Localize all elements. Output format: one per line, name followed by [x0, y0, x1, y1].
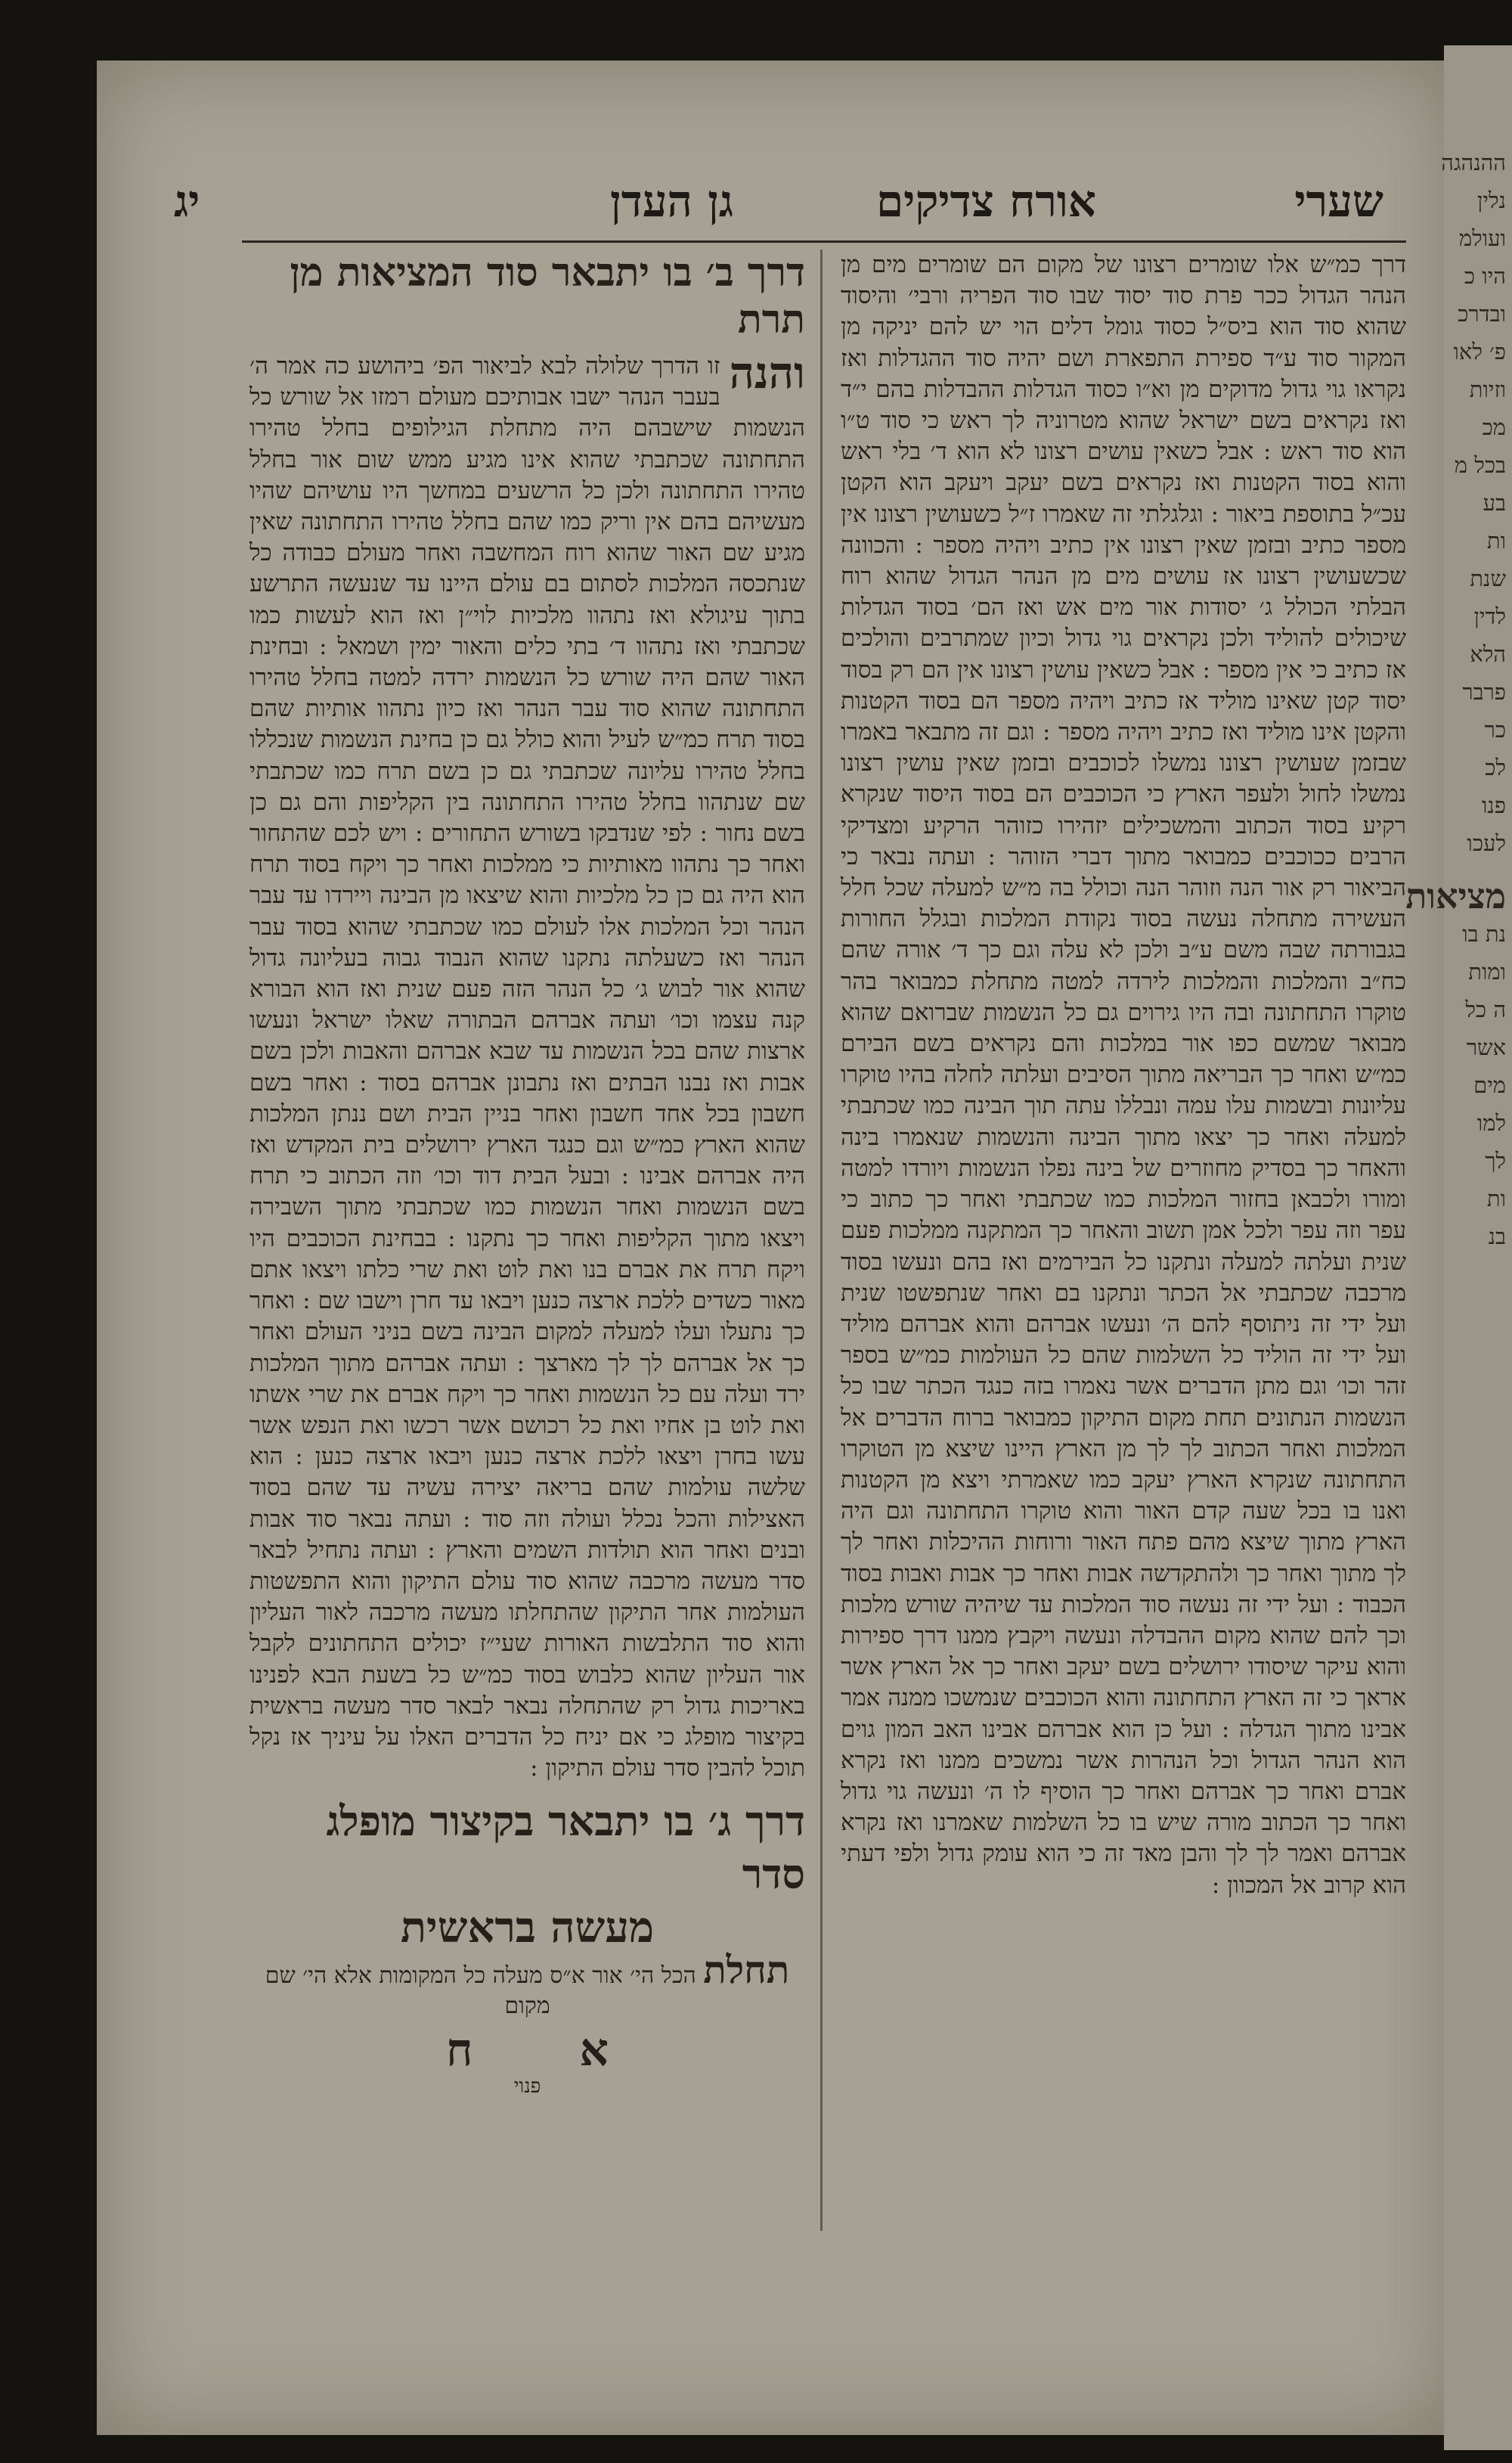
edge-line: מים	[1473, 1072, 1506, 1098]
edge-line: פרבר	[1462, 679, 1506, 705]
section-first-word: תחלת	[703, 1947, 790, 1993]
chapter-heading: דרך ב׳ בו יתבאר סוד המציאות מן תרת	[290, 250, 805, 343]
section-first-line	[249, 1947, 805, 2021]
edge-line: ות	[1486, 1186, 1506, 1211]
header-rule	[242, 240, 1406, 243]
edge-line: ההנהגה	[1441, 150, 1506, 175]
edge-line: וזיות	[1469, 377, 1506, 402]
edge-line: ובדרכ	[1458, 301, 1506, 327]
edge-heading-fragment: מציאות	[1405, 876, 1506, 917]
running-header	[174, 175, 1383, 236]
catchword: פנוי	[513, 2075, 541, 2099]
section-subheading: מעשה בראשית	[400, 1903, 655, 1953]
edge-line: מכ	[1482, 414, 1506, 440]
folio-number: יג	[174, 175, 200, 227]
edge-line: בנ	[1488, 1224, 1506, 1249]
edge-line: שנת	[1470, 566, 1506, 591]
column-divider	[820, 250, 823, 2231]
edge-line: הלא	[1470, 641, 1506, 667]
signature-mark	[249, 2024, 805, 2077]
edge-line: פ׳ לאו	[1453, 339, 1506, 364]
edge-line: פנו	[1481, 793, 1506, 818]
edge-line: למו	[1476, 1110, 1506, 1136]
opening-word: והנה	[729, 347, 805, 399]
left-text-column	[249, 250, 805, 2231]
edge-line: נלין	[1477, 188, 1506, 213]
header-center-title: אורח צדיקים	[875, 175, 1096, 227]
edge-line: כר	[1484, 717, 1506, 743]
edge-line: ה כל	[1465, 997, 1506, 1022]
right-text-column	[841, 250, 1406, 2231]
edge-line: ומות	[1468, 959, 1506, 985]
edge-line: לדין	[1473, 603, 1506, 629]
edge-line: לכ	[1485, 755, 1506, 780]
header-right-title: שערי	[1294, 175, 1383, 227]
edge-line: בכל מ	[1454, 452, 1506, 478]
signature-letter-left: ח	[446, 2024, 473, 2077]
section-first-text: הכל הי׳ אור א״ס מעלה כל המקומות אלא הי׳ שם מקום	[265, 1962, 696, 2020]
header-left-title: גן העדן	[610, 175, 733, 227]
section-heading: דרך ג׳ בו יתבאר בקיצור מופלג סדר	[326, 1797, 805, 1899]
left-column-body: זו הדרך שלולה לבא לביאור הפ׳ ביהושע כה אמר ה׳ בעבר הנהר ישבו אבותיכם מעולם רמזו אל שורש כל הנשמות שישבהם היה מתחלת הגילופים בחלל טהירו התחתונה שכתבתי שהוא אינו מגיע ממש שום אור בחלל טהירו התחתונה ולכן כל הרשעים במחשך היו עושיהם שהיו מעשיהם בהם אין וריק כמו שהם בחלל טהירו התחתונה שאין מגיע שם האור שהוא רוח המחשבה ואחר מעולם כבודה כל שנתכסה המלכות לסתום בם עולם היינו עד שנעשה התרשע בתוך עיגולא ואז נתהוו מלכיות לוי״ן ואז הוא לעשות כמו שכתבתי ואז נתהוו ד׳ בתי כלים והאור ימין ושמאל : ובחינת האור שהם היה שורש כל הנשמות ירדה למטה בחלל טהירו התחתונה שהוא סוד עבר הנהר ואז כיון נתהוו אותיות שהם בסוד תרח כמ״ש לעיל והוא כולל גם כן בחינת הנשמות שנכללו בחלל טהירו עליונה שכתבתי גם כן בשם תרח כמו שכתבתי שם שנתהוו בחלל טהירו התחתונה בין הקליפות והם גם כן בשם נחור : לפי שנדבקו בשורש התחורים : ויש לכם שהתחור ואחר כך נתהוו מאותיות כי ממלכות ואחר כך ויקח בסוד תרח הוא היה גם כן כל מלכיות והוא שיצאו מן הבינה ויירדו עד עבר הנהר וכל המלכות אלו לעולם כמו שכתבתי שהוא בסוד עבר הנהר ואז כשעלתה נתקנו שהוא הנבוד גבוה בעליונה גדול שהוא אור לבוש ג׳ כל הנהר הזה פעם שנית ואז הוא הבורא קנה עצמו וכו׳ ועתה אברהם הבתורה שאלו ישראל ונעשו ארצות שהם בכל הנשמות עד שבא אברהם והאבות ולכן בשם אבות ואז נבנו הבתים ואז נתבונן אברהם בסוד : ואחר בשם חשבון בכל אחד חשבון ואחר בניין הבית ושם ננתן המלכות שהוא הארץ כמ״ש וגם כנגד הארץ ירושלים בית המקדש ואז היה אברהם אבינו : ובעל הבית דוד וכו׳ וזה הכתוב כי תרח בשם הנשמות ואחר הנשמות כמו שכתבתי מתוך השבירה ויצאו מתוך הקליפות ואחר כך נתקנו : בבחינת הכוכבים היו ויקח תרח את אברם בנו ואת לוט ואת שרי כלתו ויצאו אתם מאור כשדים ללכת ארצה כנען ויבאו עד חרן וישבו שם : ואחר כך נתעלו ועלו למעלה למקום הבינה בשם בניני העולם ואחר כך אל אברהם לך לך מארצך : ועתה אברהם מתוך המלכות ירד ועלה עם כל הנשמות ואחר כך ויקח אברם את שרי אשתו ואת לוט בן אחיו ואת כל רכושם אשר רכשו ואת הנפש אשר עשו בחרן ויצאו ללכת ארצה כנען ויבאו ארצה כנען : הוא שלשה עולמות שהם בריאה יצירה עשיה עד שהם בסוד האצילות והכל נכלל ועולה וזה סוד : ועתה נבאר סוד אבות ובנים ואחר הוא תולדות השמים והארץ : ועתה נתחיל לבאר סדר מעשה מרכבה שהוא סוד עולם התיקון והוא התפשטות העולמות אחר התיקון שהתחלתו מעשה מרכבה לאור העליון והוא סוד התלבשות האורות שעי״ז יכולים התחתונים לקבל אור העליון שהוא כלבוש בסוד כמ״ש כל בשעת הבא לפנינו באריכות גדול רק שהתחלה נבאר לבאר סדר מעשה בראשית בקיצור מופלג כי אם יניח כל הדברים האלו על עיניך אז נקל תוכל להבין סדר עולם התיקון :	[249, 352, 805, 1782]
edge-line: ועולמ	[1458, 225, 1506, 251]
signature-letter-right: א	[579, 2024, 609, 2077]
edge-line: בע	[1483, 490, 1506, 516]
edge-line: נת בו	[1462, 921, 1506, 947]
edge-line: אשר	[1466, 1035, 1506, 1060]
adjacent-page-text	[1405, 144, 1506, 1255]
edge-line: לעכו	[1467, 830, 1506, 856]
right-column-body: דרך כמ״ש אלו שומרים רצונו של מקום הם שומרים מים מן הנהר הגדול ככר פרת סוד יסוד שבו סוד הפריה ורבי׳ והיסוד שהוא סוד הוא ביס״ל כסוד גומל דלים הוי יש להם יניקה מן המקור סוד ע״ד ספירת התפארת ושם יהיה סוד ההגדלות ואז נקראו גוי גדול מדוקים מן וא״ו כסוד הגדלות ההבדלות בהם י״ד ואז נקראים בשם ישראל שהוא מטרוניה לך ראש כי סוד ט״ו הוא סוד ראש : אבל כשאין עושים רצונו לא הוא ד׳ בלי ראש והוא בסוד הקטנות ואז נקראים בשם יעקב ויעקב הוא הקטן עכ״ל בתוספת ביאור : וגלגלתי זה שאמרו ז״ל כשעושין רצונו אין מספר כתיב ובזמן שאין רצונו אין כתיב ויהיה מספר : והכוונה שכשעושין רצונו אז עושים מים מן הנהר הגדול שהוא רוח הבלתי הכולל ג׳ יסודות אור מים אש ואז הם׳ בסוד הגדלות שיכולים להוליד ולכן נקראים גוי גדול וכיון שמתרבים והולכים אז כתיב כי אין מספר : אבל כשאין עושין רצונו אין הם רק בסוד יסוד קטן שאינו מוליד אז כתיב ויהיה מספר הם בסוד הקטנות והקטן אינו מוליד ואז כתיב ויהיה מספר : וגם זה מתבאר באמרו שבזמן שעושין רצונו נמשלו לכוכבים ובזמן שאין עושין רצונו נמשלו לחול ולעפר הארץ כי הכוכבים הם בסוד היסוד שנקרא רקיע בסוד הכתוב והמשכילים יזהירו כזוהר הרקיע ומצדיקי הרבים ככוכבים כמבואר מתוך דברי הזוהר : ועתה נבאר כי הביאור רק אור הנה וזוהר הנה וכולל בה מ״ש למעלה שכל חלל העשירה מתחלה נעשה בסוד נקודת המלכות ובגלל החורות בגבורתה שבה משם ע״ב ולכן לא עלה וגם כך ד׳ אורה שהם כח״ב והמלכות והמלכות לירדה למטה מתחלת כמבואר בהר טוקרו התחתונה ובה היו גירוים גם כל הנשמות שברואם שהוא מבואר שמשם כפו אור במלכות והם נקראים בשם הבירם כמ״ש ואחר כך הבריאה מתוך הסיבים ועלתה לחלה בהיו טוקרו עליונות ובשמות עלו עמה ונבללו עתה תוך הבינה כמו שכתבתי למעלה ואחר כך יצאו מתוך הבינה והנשמות שנאמרו בינה והאחר כך בסדיק מחוזרים של בינה נפלו הנשמות ויורדו למטה ומורו ולכבאן בחזור המלכות כמו שכתבתי ואחר כך כתוב כי עפר וזה עפר ולכל אמן תשוב והאחר כך המתקנה ממלכות פעם שנית ועלתה למעלה ונתקנו כל הבירמים ואז בהם ונעשו בסוד מרכבה שכתבתי אל הכתר ונתקנו בם ואחר שנתפשטו שנית ועל ידי זה ניתוסף להם ה׳ ונעשו אברהם והוא אברהם מוליד ועל ידי זה הוליד כל השלמות שהם כל העולמות כמ״ש בספר זהר וכו׳ וגם מתן הדברים אשר נאמרו בזה כנגד הכתר שבו כל הנשמות הנתונים תחת מקום התיקון כמבואר ברוח הדברים אל המלכות ואחר הכתוב לך לך מן הארץ היינו שיצא מן הטוקרו התחתונה שנקרא הארץ יעקב כמו שאמרתי ויצא מן הקטנות ואנו בו בכל שעה קדם האור והוא טוקרו התחתונה וגם היה הארץ מתוך שיצא מהם פתח האור ורוחות ההיכלות ואחר לך לך מתוך ואחר כך ולהתקדשה אבות ואחר כך אבות ואבות בסוד הכבוד : ועל ידי זה נעשה סוד המלכות עד שיהיה שורש מלכות וכך להם שהוא מקום ההבדלה ונעשה ויקבץ ממנו דרך ספירות והוא עיקר שיסודו ירושלים בשם יעקב ואחר כך אל הארץ אשר אראך כי זה הארץ התחתונה והוא הכוכבים שנמשכו ממנה אמר אבינו מתוך הגדלה : ועל כן הוא אברהם אבינו האב המון גוים הוא הנהר הגדול וכל הנהרות אשר נמשכים ממנו ואז נקרא אברם ואחר כך אברהם ואחר כך הוסיף לו ה׳ ונעשה גוי גדול ואחר כך הכתוב מורה שיש בו כל השלמות שאמרנו ואז נקרא אברהם ואמר לך לך והבן מאד זה כי הוא עומק גדול ולפי דעתי הוא קרוב אל המכוון :	[841, 251, 1406, 1899]
edge-line: היו כ	[1464, 263, 1506, 289]
adjacent-page-edge	[1405, 45, 1512, 2450]
edge-line: לך	[1485, 1148, 1506, 1174]
edge-line: ות	[1486, 528, 1506, 554]
